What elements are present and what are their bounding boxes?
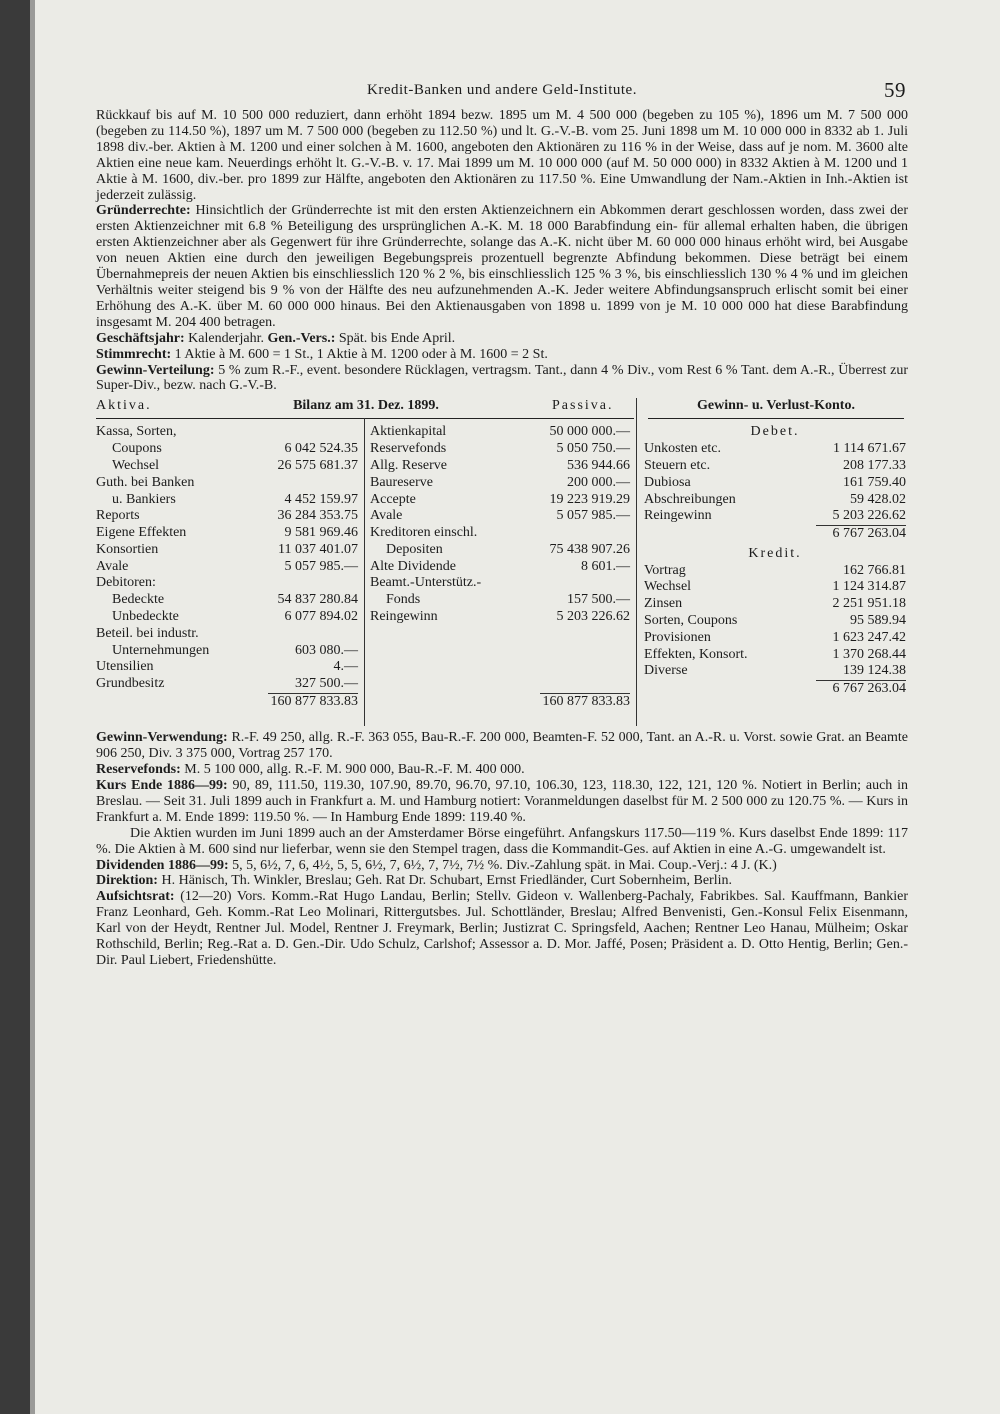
debet-row-value: 161 759.40 [843,474,906,490]
kredit-row-label: Wechsel [644,579,692,595]
debet-row-value: 59 428.02 [850,491,906,507]
section-label: Gründerrechte: [96,203,191,219]
kredit-total: 6 767 263.04 [816,680,906,697]
section-label: Geschäftsjahr: [96,330,185,346]
aktiva-list [96,424,358,693]
kredit-row-label: Zinsen [644,596,683,612]
debet-total-row [644,525,906,542]
aktiva-row [96,542,358,559]
debet-label: Debet. [750,424,800,440]
passiva-row [370,492,630,509]
section-label: Reservefonds: [96,762,181,778]
debet-row-label: Unkosten etc. [644,441,721,457]
passiva-column [370,424,630,710]
debet-row-label: Dubiosa [644,474,691,490]
debet-row [644,475,906,492]
column-divider [364,418,365,726]
passiva-label: Passiva. [552,398,614,414]
aktiva-row-value: 327 500.— [295,676,358,692]
aktiva-row-value: 9 581 969.46 [284,525,358,541]
section-reservefonds [96,762,908,778]
debet-total: 6 767 263.04 [816,525,906,542]
passiva-total: 160 877 833.83 [540,693,630,710]
aktiva-row-label: Unbedeckte [112,609,179,625]
section-text: Hinsichtlich der Gründerrechte ist mit den ersten Aktienzeichnern ein Abkommen derart geschlossen worden, dass zwei der ersten Aktienzeichner mit 6.8 % Beteiligung des ursprünglichen A.-K. M. 18 000 Barabfindung ein- für allemal erhalten haben, die übrigen ersten Aktienzeichner aber als Gegenwert für ihre Gründerrechte, solange das A.-K. nicht über M. 60 000 000 hinaus erhöht wird, bei Ausgabe von neuen Aktien eine durch den jeweiligen Begebungspreis prozentuell begrenzte Abfindung bekommen. Diese beträgt bei einem Übernahmepreis der neuen Aktien bis einschliesslich 120 % 2 %, bis einschliesslich 125 % 3 %, bis einschliesslich 130 % 4 % und im gleichen Verhältnis weiter steigend bis 9 % von der Hälfte des neu aufzunehmenden A.-K. Jeder weitere Abfindungsanspruch erlischt somit bei einer Erhöhung des A.-K. über M. 60 000 000 hinaus. Bei den Aktienausgaben von 1898 u. 1899 von je M. 10 000 000 hat diese Barabfindung insgesamt M. 204 400 betragen. [96,203,909,330]
kredit-row [644,579,906,596]
aktiva-row [96,458,358,475]
aktiva-row [96,559,358,576]
aktiva-row-label: u. Bankiers [112,491,176,507]
aktiva-row-value [268,575,358,592]
running-title: Kredit-Banken und andere Geld-Institute. [367,82,637,98]
passiva-row-value: 75 438 907.26 [549,541,630,557]
aktiva-row [96,626,358,643]
section-text: M. 5 100 000, allg. R.-F. M. 900 000, Bau-R.-F. M. 400 000. [184,762,525,778]
running-header [96,78,908,108]
aktiva-row [96,492,358,509]
passiva-row [370,575,630,592]
aktiva-row-label: Reports [96,508,140,524]
aktiva-row-label: Grundbesitz [96,676,165,692]
kredit-list [644,563,906,681]
aktiva-label: Aktiva. [96,398,152,414]
debet-row-value: 1 114 671.67 [833,441,906,457]
kredit-row-value: 139 124.38 [843,663,906,679]
kredit-row-label: Sorten, Coupons [644,613,738,629]
passiva-row [370,441,630,458]
section-text: (12—20) Vors. Komm.-Rat Hugo Landau, Berlin; Stellv. Gideon v. Wallenberg-Pachaly, Fabrikbes. Sal. Kauffmann, Bankier Franz Leonhard, Geh. Komm.-Rat Leo Molinari, Rittergutsbes. Jul. Schottländer, Breslau; Alfred Benvenisti, Gen.-Konsul Felix Eisenmann, Karl von der Heydt, Rentner Jul. Model, Rentner J. Freymark, Berlin; Justizrat C. Springsfeld, Aachen; Rentner Leo Hanau, Mülheim; Oskar Rothschild, Berlin; Reg.-Rat a. D. Gen.-Dir. Udo Schulz, Carlshof; Assessor a. D. Mor. Jaffé, Posen; Präsident a. D. Otto Hentig, Berlin; Gen.-Dir. Paul Liebert, Friedenshütte. [96,889,909,968]
aktiva-row-label: Beteil. bei industr. [96,625,199,641]
kredit-label: Kredit. [748,545,802,561]
aktiva-row-label: Eigene Effekten [96,525,187,541]
aktiva-row-label: Utensilien [96,659,154,675]
passiva-row-value: 5 203 226.62 [556,609,630,625]
section-label: Aufsichtsrat: [96,889,175,905]
aktiva-row-label: Unternehmungen [112,642,210,658]
section-dividenden [96,858,908,874]
debet-list [644,441,906,525]
aktiva-total: 160 877 833.83 [268,693,358,710]
section-stimmrecht [96,347,908,363]
passiva-row-value: 5 050 750.— [556,441,630,457]
aktiva-row [96,643,358,660]
passiva-row [370,592,630,609]
aktiva-row-value: 11 037 401.07 [278,541,358,557]
passiva-row [370,559,630,576]
passiva-row-value: 8 601.— [581,558,630,574]
section-label: Gewinn-Verteilung: [96,362,215,378]
section-gewinn-verteilung [96,363,908,395]
debet-row-label: Steuern etc. [644,457,711,473]
kredit-row-label: Provisionen [644,629,711,645]
debet-row [644,508,906,525]
aktiva-row-value: 4.— [333,659,358,675]
passiva-row-value: 536 944.66 [567,457,630,473]
section-text: 5 % zum R.-F., event. besondere Rücklagen, vertragsm. Tant., dann 4 % Div., vom Rest 6 % Tant. dem A.-R., Überrest zur Super-Div., bezw. nach G.-V.-B. [96,362,909,394]
passiva-row [370,525,630,542]
passiva-list [370,424,630,626]
kredit-row-value: 2 251 951.18 [832,596,906,612]
section-gruenderrechte [96,203,908,330]
aktiva-row-value: 36 284 353.75 [277,508,358,524]
kredit-row-value: 1 124 314.87 [832,579,906,595]
passiva-row-label: Reservefonds [370,441,447,457]
section-label: Stimmrecht: [96,346,172,362]
kredit-row-value: 162 766.81 [843,562,906,578]
aktiva-row [96,525,358,542]
aktiva-row-value [268,424,358,441]
amsterdam-paragraph: Die Aktien wurden im Juni 1899 auch an der Amsterdamer Börse eingeführt. Anfangskurs 117.50—119 %. Kurs daselbst Ende 1899: 117 %. Die Aktien à M. 600 sind nur lieferbar, wenn sie den Stempel tragen, dass die Kommandit-Ges. auf Aktien in eine A.-G. umgewandelt ist. [96,825,908,857]
debet-row-value: 5 203 226.62 [832,508,906,524]
debet-row [644,492,906,509]
aktiva-row-value: 4 452 159.97 [284,491,358,507]
balance-sheet-block [96,398,908,728]
passiva-row-label: Reingewinn [370,609,438,625]
section-gewinn-verwendung [96,730,908,762]
passiva-row [370,508,630,525]
kredit-total-row [644,680,906,697]
book-binding-edge [0,0,30,1414]
section-text: 1 Aktie à M. 600 = 1 St., 1 Aktie à M. 1200 oder à M. 1600 = 2 St. [174,346,548,362]
section-aufsichtsrat [96,889,908,969]
debet-row-label: Abschreibungen [644,491,736,507]
aktiva-row [96,659,358,676]
kredit-row-value: 95 589.94 [850,613,906,629]
section-text: 5, 5, 6½, 7, 6, 4½, 5, 5, 6½, 7, 6½, 7, 7½, 7½ %. Div.-Zahlung spät. in Mai. Coup.-Verj.: 4 J. (K.) [232,857,777,873]
aktiva-row-value: 54 837 280.84 [277,592,358,608]
aktiva-row-value: 603 080.— [295,642,358,658]
aktiva-total-row [96,693,358,710]
aktiva-row-value [268,626,358,643]
passiva-row-label: Allg. Reserve [370,457,447,473]
balance-title: Bilanz am 31. Dez. 1899. [293,398,439,414]
aktiva-row-value: 6 077 894.02 [284,609,358,625]
kredit-row-label: Vortrag [644,562,686,578]
passiva-row-label: Alte Dividende [370,558,456,574]
passiva-row-value: 200 000.— [567,474,630,490]
column-divider [636,398,637,726]
passiva-row-value: 157 500.— [567,592,630,608]
aktiva-row [96,441,358,458]
section-text: R.-F. 49 250, allg. R.-F. 363 055, Bau-R.-F. 200 000, Beamten-F. 52 000, Tant. an A.-R. u. Vorst. sowie Grat. an Beamte 906 250, Div. 3 375 000, Vortrag 257 170. [96,730,909,762]
kredit-row [644,663,906,680]
passiva-row-value [540,575,630,592]
passiva-row-label: Accepte [370,491,416,507]
intro-paragraph: Rückkauf bis auf M. 10 500 000 reduziert, dann erhöht 1894 bezw. 1895 um M. 4 500 000 (begeben zu 105 %), 1896 um M. 7 500 000 (begeben zu 114.50 %), 1897 um M. 7 500 000 (begeben zu 112.50 %) und lt. G.-V.-B. vom 25. Juni 1898 um M. 10 000 000 in 8332 ab 1. Juli 1898 div.-ber. Aktien à M. 1200 und einer solchen à M. 1600, angeboten den Aktionären zu 116 % in der Weise, dass auf je nom. M. 3600 alte Aktien eine neue kam. Neuerdings erhöht lt. G.-V.-B. v. 17. Mai 1899 um M. 10 000 000 (auf M. 50 000 000) in 8332 Aktien à M. 1200 und 1 Aktie à M. 1600, div.-ber. pro 1899 zur Hälfte, angeboten den Aktionären zu 117.50 %. Eine Umwandlung der Nam.-Aktien in Inh.-Aktien ist jederzeit zulässig. [96,108,908,203]
debet-row [644,441,906,458]
passiva-total-row [370,693,630,710]
kredit-row-value: 1 623 247.42 [832,629,906,645]
section-text: Kalenderjahr. [188,330,264,346]
section-kurs [96,778,908,826]
kredit-row [644,647,906,664]
aktiva-row-label: Guth. bei Banken [96,474,195,490]
section-text: Spät. bis Ende April. [338,330,456,346]
aktiva-row [96,508,358,525]
passiva-row-label: Kreditoren einschl. [370,525,478,541]
kredit-row [644,596,906,613]
aktiva-row [96,592,358,609]
aktiva-row-label: Avale [96,558,129,574]
passiva-row-label: Depositen [386,541,443,557]
kredit-row [644,563,906,580]
passiva-row [370,458,630,475]
guv-column [644,424,906,697]
aktiva-row-label: Konsortien [96,541,159,557]
passiva-row [370,475,630,492]
passiva-row-label: Beamt.-Unterstütz.- [370,575,482,591]
page-content [96,78,908,969]
passiva-row-label: Aktienkapital [370,424,447,440]
section-text: 90, 89, 111.50, 119.30, 107.90, 89.70, 96.70, 97.10, 106.30, 123, 118.30, 122, 121, 120 %. Notiert in Berlin; auch in Breslau. — Seit 31. Juli 1899 auch in Frankfurt a. M. und Hamburg notiert: Voranmeldungen daselbst für M. 2 500 000 zu 120.75 %. — Kurs in Frankfurt a. M. Ende 1899: 119.50 %. — In Hamburg Ende 1899: 119.40 %. [96,778,908,825]
passiva-row-label: Fonds [386,592,421,608]
passiva-row-value: 5 057 985.— [556,508,630,524]
section-direktion [96,873,908,889]
passiva-row [370,609,630,626]
kredit-row [644,613,906,630]
debet-row-label: Reingewinn [644,508,712,524]
passiva-row-value: 50 000 000.— [549,424,630,440]
passiva-row [370,424,630,441]
section-label: Gen.-Vers.: [267,330,336,346]
aktiva-row [96,575,358,592]
passiva-row-value: 19 223 919.29 [549,491,630,507]
aktiva-row-label: Kassa, Sorten, [96,424,177,440]
section-label: Dividenden 1886—99: [96,857,229,873]
passiva-row [370,542,630,559]
section-label: Direktion: [96,873,158,889]
section-text: H. Hänisch, Th. Winkler, Breslau; Geh. Rat Dr. Schubart, Ernst Friedländer, Curt Sobernheim, Berlin. [161,873,732,889]
aktiva-row [96,609,358,626]
aktiva-row-label: Debitoren: [96,575,156,591]
aktiva-row-value: 5 057 985.— [284,558,358,574]
aktiva-row-value: 26 575 681.37 [277,457,358,473]
aktiva-row [96,475,358,492]
aktiva-row-label: Wechsel [112,457,160,473]
aktiva-row-label: Coupons [112,441,162,457]
aktiva-row [96,676,358,693]
debet-row-value: 208 177.33 [843,457,906,473]
passiva-row-label: Avale [370,508,403,524]
aktiva-row-label: Bedeckte [112,592,165,608]
debet-row [644,458,906,475]
kredit-row-value: 1 370 268.44 [832,646,906,662]
aktiva-row [96,424,358,441]
aktiva-column [96,424,358,710]
aktiva-row-value [268,475,358,492]
section-label: Gewinn-Verwendung: [96,730,228,746]
kredit-row [644,630,906,647]
kredit-row-label: Effekten, Konsort. [644,646,748,662]
section-label: Kurs Ende 1886—99: [96,778,228,794]
section-geschaeftsjahr [96,331,908,347]
kredit-row-label: Diverse [644,663,688,679]
aktiva-row-value: 6 042 524.35 [284,441,358,457]
page-number: 59 [884,78,906,102]
guv-title: Gewinn- u. Verlust-Konto. [648,398,904,419]
page-gutter-shadow [30,0,35,1414]
passiva-row-label: Baureserve [370,474,433,490]
passiva-row-value [540,525,630,542]
